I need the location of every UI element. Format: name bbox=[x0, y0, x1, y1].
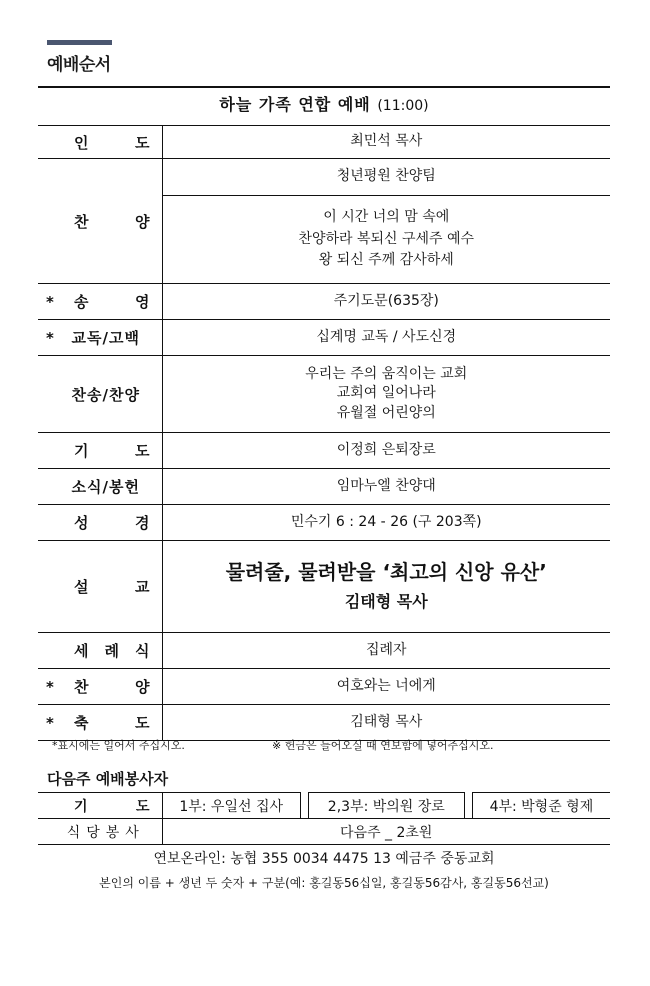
gap-cell bbox=[464, 793, 472, 819]
order-value: 집례자 bbox=[162, 633, 610, 669]
order-value: 민수기 6 : 24 - 26 (구 203쪽) bbox=[162, 505, 610, 541]
label-char: 도 bbox=[135, 133, 150, 152]
next-week-label bbox=[38, 793, 162, 819]
next-week-table bbox=[38, 792, 610, 845]
order-label bbox=[38, 433, 162, 469]
order-row-sermon bbox=[38, 541, 610, 633]
label-text: 교독/고백 bbox=[71, 329, 140, 347]
order-value: 여호와는 너에게 bbox=[162, 669, 610, 705]
order-row-doxology bbox=[38, 284, 610, 320]
order-row-hymn bbox=[38, 356, 610, 433]
label-char: 성 bbox=[74, 514, 89, 532]
order-value: 최민석 목사 bbox=[162, 126, 610, 159]
order-row-baptism bbox=[38, 633, 610, 669]
order-value: 청년평원 찬양팀 bbox=[162, 159, 610, 196]
next-week-label bbox=[38, 819, 162, 845]
order-value: 십계명 교독 / 사도신경 bbox=[162, 320, 610, 356]
standing-marker: * bbox=[46, 328, 54, 347]
gap-cell bbox=[300, 793, 308, 819]
order-of-worship-table bbox=[38, 125, 610, 741]
order-row-benediction bbox=[38, 705, 610, 741]
order-row-responsive-reading bbox=[38, 320, 610, 356]
order-value: 김태형 목사 bbox=[162, 705, 610, 741]
order-row-praise bbox=[38, 159, 610, 196]
service-name: 하늘 가족 연합 예배 bbox=[219, 95, 371, 114]
order-label bbox=[38, 669, 162, 705]
next-week-prayer-row bbox=[38, 793, 610, 819]
order-label bbox=[38, 356, 162, 433]
label-char: 식 bbox=[135, 642, 150, 660]
label-char: 경 bbox=[135, 514, 150, 532]
online-offering-instruction: 본인의 이름 + 생년 두 숫자 + 구분(예: 홍길동56십일, 홍길동56감사, 홍길동56선교) bbox=[99, 876, 549, 890]
prayer-slot-2: 2,3부: 박의원 장로 bbox=[308, 793, 464, 819]
order-label bbox=[38, 320, 162, 356]
order-label bbox=[38, 633, 162, 669]
order-label bbox=[38, 705, 162, 741]
label-char: 기 bbox=[74, 798, 88, 815]
label-char: 설 bbox=[74, 578, 89, 596]
label-char: 영 bbox=[135, 293, 150, 311]
order-value: 임마누엘 찬양대 bbox=[162, 469, 610, 505]
title-accent-bar bbox=[47, 40, 112, 45]
label-text: 소식/봉헌 bbox=[71, 478, 140, 496]
order-value bbox=[162, 196, 610, 284]
label-char: 도 bbox=[135, 714, 150, 732]
label-char: 도 bbox=[135, 798, 150, 815]
label-char: 세 bbox=[74, 642, 89, 660]
label-char: 교 bbox=[135, 578, 150, 596]
order-row-invocation bbox=[38, 126, 610, 159]
order-value bbox=[162, 356, 610, 433]
sermon-title: 물려줄, 물려받을 ‘최고의 신앙 유산’ bbox=[225, 560, 547, 585]
meal-value: 다음주 _ 2초원 bbox=[162, 819, 610, 845]
service-title bbox=[38, 92, 610, 115]
label-text: 식당봉사 bbox=[66, 824, 145, 841]
label-char: 인 bbox=[74, 133, 89, 152]
label-char: 송 bbox=[74, 293, 89, 311]
service-time: (11:00) bbox=[377, 98, 429, 114]
song-line: 유월절 어린양의 bbox=[336, 404, 436, 421]
order-label bbox=[38, 284, 162, 320]
song-line: 교회여 일어나라 bbox=[336, 385, 436, 402]
standing-marker: * bbox=[46, 713, 54, 732]
sermon-preacher: 김태형 목사 bbox=[344, 592, 428, 612]
order-label bbox=[38, 469, 162, 505]
label-char: 양 bbox=[135, 212, 150, 231]
label-char: 례 bbox=[104, 642, 119, 660]
order-value bbox=[162, 541, 610, 633]
song-line: 왕 되신 주께 감사하세 bbox=[318, 252, 454, 269]
order-value: 이정희 은퇴장로 bbox=[162, 433, 610, 469]
standing-marker: * bbox=[46, 677, 54, 696]
footnotes bbox=[52, 737, 612, 753]
prayer-slot-3: 4부: 박형준 형제 bbox=[472, 793, 610, 819]
order-label bbox=[38, 159, 162, 284]
label-char: 양 bbox=[135, 678, 150, 696]
order-label bbox=[38, 541, 162, 633]
order-label bbox=[38, 126, 162, 159]
top-divider bbox=[38, 86, 610, 88]
label-char: 찬 bbox=[74, 212, 89, 231]
order-row-prayer bbox=[38, 433, 610, 469]
standing-note: *표시에는 일어서 주십시오. bbox=[52, 739, 185, 752]
label-char: 찬 bbox=[74, 678, 89, 696]
label-text: 찬송/찬양 bbox=[71, 385, 140, 404]
offering-note: ※ 헌금은 들어오실 때 연보함에 넣어주십시오. bbox=[272, 739, 494, 752]
order-label bbox=[38, 505, 162, 541]
order-row-announcements bbox=[38, 469, 610, 505]
page-title: 예배순서 bbox=[47, 55, 111, 75]
order-value: 주기도문(635장) bbox=[162, 284, 610, 320]
online-offering-account: 연보온라인: 농협 355 0034 4475 13 예금주 중동교회 bbox=[153, 851, 495, 867]
next-week-title: 다음주 예배봉사자 bbox=[47, 770, 169, 788]
next-week-meal-row bbox=[38, 819, 610, 845]
label-char: 도 bbox=[135, 442, 150, 460]
order-row-closing-hymn bbox=[38, 669, 610, 705]
label-char: 축 bbox=[74, 714, 89, 732]
standing-marker: * bbox=[46, 292, 54, 311]
prayer-slot-1: 1부: 우일선 집사 bbox=[162, 793, 300, 819]
song-line: 찬양하라 복되신 구세주 예수 bbox=[298, 230, 475, 247]
song-line: 우리는 주의 움직이는 교회 bbox=[305, 365, 468, 382]
label-char: 기 bbox=[74, 442, 89, 460]
song-line: 이 시간 너의 맘 속에 bbox=[323, 208, 450, 225]
order-row-scripture bbox=[38, 505, 610, 541]
